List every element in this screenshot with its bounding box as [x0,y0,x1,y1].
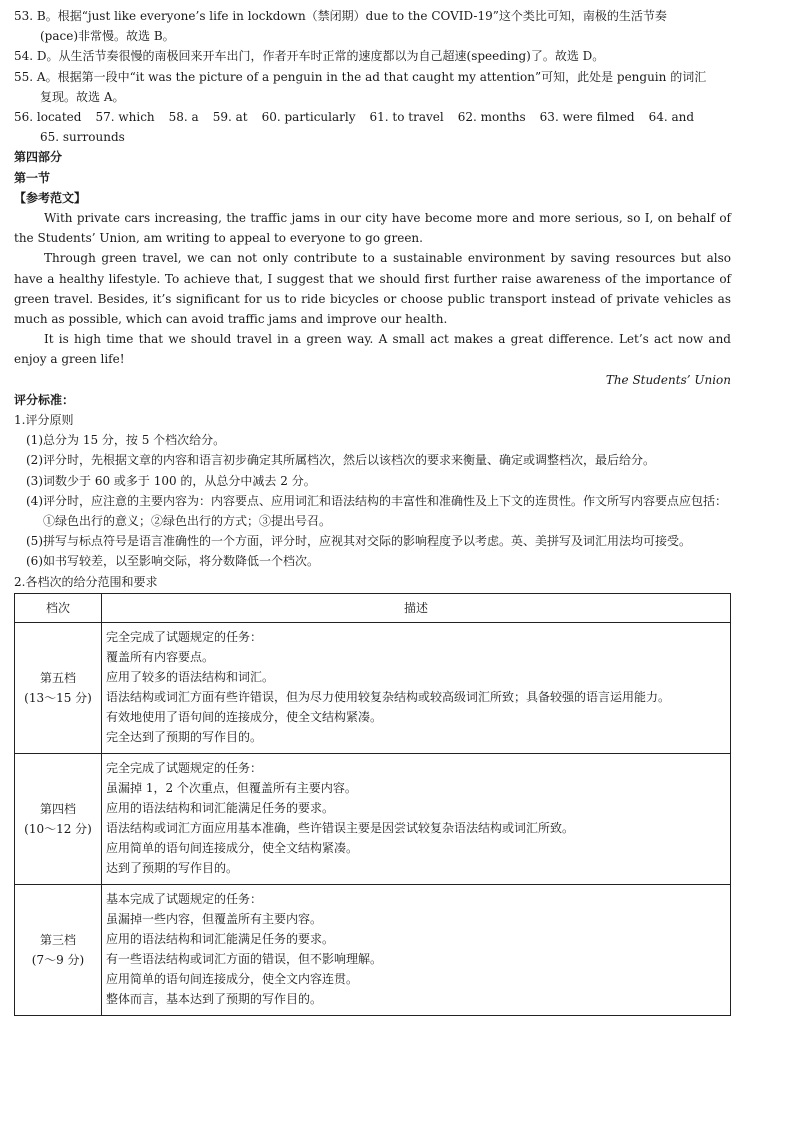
level-name: 第四档 [39,801,76,816]
fill-answer: 60. particularly [261,110,356,125]
description-line: 虽漏掉 1，2 个次重点，但覆盖所有主要内容。 [106,780,357,795]
description-line: 应用的语法结构和词汇能满足任务的要求。 [106,800,335,815]
section-title: 第四部分 [14,150,63,165]
fill-answer: 56. located [14,110,82,125]
principle-item [14,531,731,551]
principle-item [14,471,731,491]
description-cell [102,753,731,884]
essay-paragraph: With private cars increasing, the traffic jams in our city have become more and more serious, so I, on behalf of the Students’ Union, am writing to appeal to everyone to go green. [14,211,731,246]
description-line: 语法结构或词汇方面应用基本准确，些许错误主要是因尝试较复杂语法结构或词汇所致。 [106,820,575,835]
fill-answer: 63. were filmed [539,110,635,125]
level-name: 第三档 [39,932,76,947]
principle-text: 评分时，应注意的主要内容为：内容要点、应用词汇和语法结构的丰富性和准确性及上下文的连贯性。作文所写内容要点应包括：①绿色出行的意义；②绿色出行的方式；③提出号召。 [43,493,728,529]
description-line: 完全完成了试题规定的任务： [106,629,263,644]
table-row [15,884,731,1015]
principle-number: (4) [26,493,43,508]
description-line: 应用简单的语句间连接成分，使全文结构紧凑。 [106,840,359,855]
description-line: 应用的语法结构和词汇能满足任务的要求。 [106,931,335,946]
fill-answer: 59. at [212,110,248,125]
description-line: 完全达到了预期的写作目的。 [106,729,263,744]
level-range: (10～12 分) [24,821,92,836]
answer-55: 55. A。根据第一段中“it was the picture of a penguin in the ad that caught my attention”可知，此处是 penguin 的词汇 [14,69,707,84]
level-name: 第五档 [39,670,76,685]
principle-number: (2) [26,453,43,468]
essay-paragraph: It is high time that we should travel in a green way. A small act makes a great difference. Let’s act now and enjoy a green life! [14,332,731,367]
description-line: 应用简单的语句间连接成分，使全文内容连贯。 [106,971,359,986]
principle-text: 词数少于 60 或多于 100 的，从总分中减去 2 分。 [43,473,316,488]
principle-text: 如书写较差，以至影响交际，将分数降低一个档次。 [43,554,320,569]
fill-answer: 58. a [168,110,199,125]
principle-number: (1) [26,433,43,448]
principles-title: 1.评分原则 [14,413,74,428]
grading-title: 评分标准： [14,392,75,407]
principle-item [14,430,731,450]
fill-answer: 57. which [95,110,155,125]
level-cell [15,622,102,753]
sample-essay-label: 【参考范文】 [14,190,87,205]
description-cell [102,884,731,1015]
principle-text: 总分为 15 分，按 5 个档次给分。 [43,433,226,448]
answer-53-cont: (pace)非常慢。故选 B。 [40,29,175,44]
description-line: 达到了预期的写作目的。 [106,860,239,875]
subsection-title: 第一节 [14,170,51,185]
fill-answer-last: 65. surrounds [40,130,125,145]
answer-key-page [14,6,731,1016]
description-line: 有一些语法结构或词汇方面的错误，但不影响理解。 [106,951,383,966]
level-range: (13～15 分) [24,690,92,705]
principle-number: (5) [26,534,43,549]
description-line: 语法结构或词汇方面有些许错误，但为尽力使用较复杂结构或较高级词汇所致；具备较强的语言运用能力。 [106,689,671,704]
principle-item [14,450,731,470]
principle-item [14,491,731,531]
principle-item [14,551,731,571]
principle-text: 评分时，先根据文章的内容和语言初步确定其所属档次，然后以该档次的要求来衡量、确定或调整档次，最后给分。 [43,453,656,468]
level-cell [15,884,102,1015]
fill-answer: 62. months [457,110,526,125]
principle-text: 拼写与标点符号是语言准确性的一个方面，评分时，应视其对交际的影响程度予以考虑。英、美拼写及词汇用法均可接受。 [43,534,692,549]
fill-answer: 64. and [648,110,695,125]
principle-number: (3) [26,473,43,488]
answer-55-cont: 复现。故选 A。 [40,89,125,104]
table-header-row [15,593,731,622]
description-column-header: 描述 [102,593,731,622]
description-line: 覆盖所有内容要点。 [106,649,215,664]
description-cell [102,622,731,753]
description-line: 应用了较多的语法结构和词汇。 [106,669,275,684]
grading-levels-table [14,593,731,1016]
description-line: 基本完成了试题规定的任务： [106,891,263,906]
table-row [15,622,731,753]
description-line: 有效地使用了语句间的连接成分，使全文结构紧凑。 [106,709,383,724]
essay-signature: The Students’ Union [605,372,731,387]
essay-paragraph: Through green travel, we can not only contribute to a sustainable environment by saving resources but also have a healthy lifestyle. To achieve that, I suggest that we should first further raise awareness of the importance of green travel. Besides, it’s significant for us to ride bicycles or choose public transport instead of private vehicles as much as possible, which can avoid traffic jams and improve our health. [14,251,731,327]
answer-54: 54. D。从生活节奏很慢的南极回来开车出门，作者开车时正常的速度都以为自己超速(speeding)了。故选 D。 [14,49,605,64]
description-line: 完全完成了试题规定的任务： [106,760,263,775]
level-column-header: 档次 [15,593,102,622]
description-line: 整体而言，基本达到了预期的写作目的。 [106,991,323,1006]
answer-53: 53. B。根据“just like everyone’s life in lockdown（禁闭期）due to the COVID-19”这个类比可知，南极的生活节奏 [14,9,667,23]
principle-number: (6) [26,554,43,569]
description-line: 虽漏掉一些内容，但覆盖所有主要内容。 [106,911,323,926]
fill-answers [14,107,731,127]
table-row [15,753,731,884]
level-range: (7～9 分) [31,952,85,967]
fill-answer: 61. to travel [369,110,444,125]
level-cell [15,753,102,884]
levels-title: 2.各档次的给分范围和要求 [14,574,158,589]
